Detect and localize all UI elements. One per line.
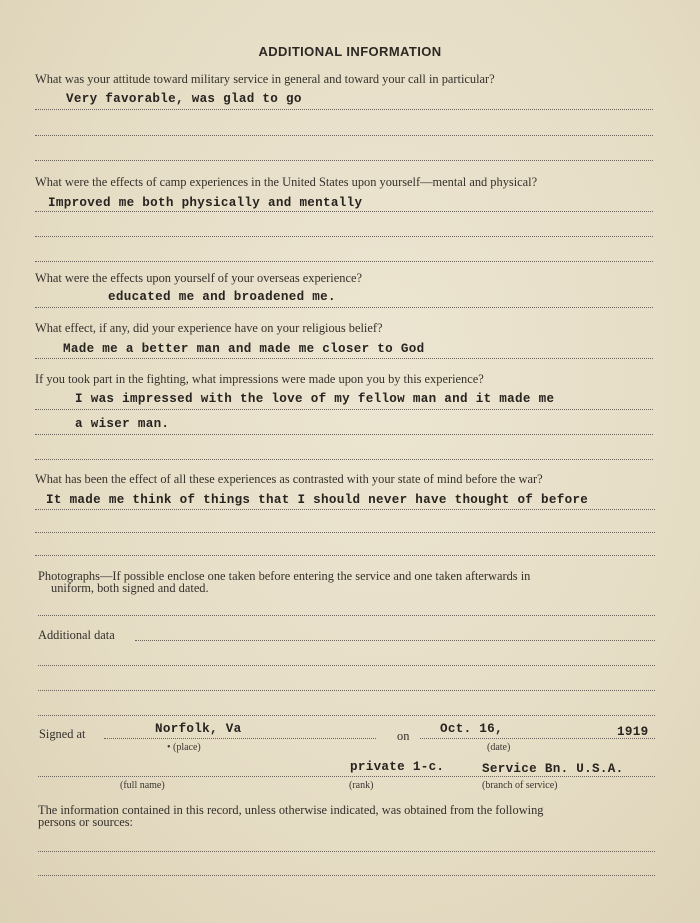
answer-attitude: Very favorable, was glad to go — [66, 92, 302, 106]
answer-line — [35, 211, 653, 212]
place-line — [104, 738, 376, 739]
additional-data-label: Additional data — [38, 628, 115, 642]
photographs-instructions-line-1: Photographs—If possible enclose one taken before entering the service and one taken afterwards in — [38, 569, 531, 583]
answer-line — [38, 715, 655, 716]
sources-statement-line-1: The information contained in this record, unless otherwise indicated, was obtained from the following — [38, 803, 544, 817]
rank-value: private 1-c. — [350, 760, 445, 774]
signature-line — [38, 776, 655, 777]
answer-line — [35, 135, 653, 136]
signed-year: 1919 — [617, 725, 649, 739]
answer-line — [38, 875, 655, 876]
answer-line — [35, 409, 653, 410]
question-war-effect: What has been the effect of all these experiences as contrasted with your state of mind before the war? — [35, 472, 543, 486]
date-caption: (date) — [487, 742, 511, 753]
question-camp-effects: What were the effects of camp experiences in the United States upon yourself—mental and physical? — [35, 175, 538, 189]
answer-overseas-effects: educated me and broadened me. — [108, 290, 336, 304]
question-attitude: What was your attitude toward military service in general and toward your call in particular? — [35, 72, 495, 86]
answer-religious-belief: Made me a better man and made me closer to God — [63, 342, 425, 356]
answer-line — [35, 236, 653, 237]
answer-line — [35, 532, 655, 533]
branch-caption: (branch of service) — [482, 780, 558, 791]
answer-fighting-impressions-line-2: a wiser man. — [75, 417, 170, 431]
form-title: ADDITIONAL INFORMATION — [258, 44, 442, 59]
answer-line — [38, 665, 655, 666]
answer-line — [35, 261, 653, 262]
photographs-instructions-line-2: uniform, both signed and dated. — [51, 581, 209, 595]
answer-line — [38, 690, 655, 691]
branch-value: Service Bn. U.S.A. — [482, 762, 624, 776]
place-caption: • (place) — [167, 742, 201, 753]
on-label: on — [397, 729, 410, 743]
sources-statement-line-2: persons or sources: — [38, 815, 133, 829]
answer-line — [35, 160, 653, 161]
answer-line — [38, 851, 655, 852]
answer-line — [35, 434, 653, 435]
question-fighting-impressions: If you took part in the fighting, what impressions were made upon you by this experience? — [35, 372, 484, 386]
answer-line — [35, 459, 653, 460]
rank-caption: (rank) — [349, 780, 374, 791]
answer-line — [35, 307, 653, 308]
signed-at-label: Signed at — [39, 727, 86, 741]
answer-line — [35, 555, 655, 556]
signed-date: Oct. 16, — [440, 722, 503, 736]
answer-line — [38, 615, 655, 616]
answer-fighting-impressions-line-1: I was impressed with the love of my fellow man and it made me — [75, 392, 555, 406]
answer-war-effect: It made me think of things that I should never have thought of before — [46, 493, 589, 507]
answer-camp-effects: Improved me both physically and mentally — [48, 196, 363, 210]
date-line — [420, 738, 655, 739]
signed-place: Norfolk, Va — [155, 722, 242, 736]
answer-line — [35, 358, 653, 359]
question-religious-belief: What effect, if any, did your experience have on your religious belief? — [35, 321, 383, 335]
question-overseas-effects: What were the effects upon yourself of your overseas experience? — [35, 271, 362, 285]
full-name-caption: (full name) — [120, 780, 165, 791]
answer-line — [35, 109, 653, 110]
answer-line — [135, 640, 655, 641]
answer-line — [35, 509, 655, 510]
